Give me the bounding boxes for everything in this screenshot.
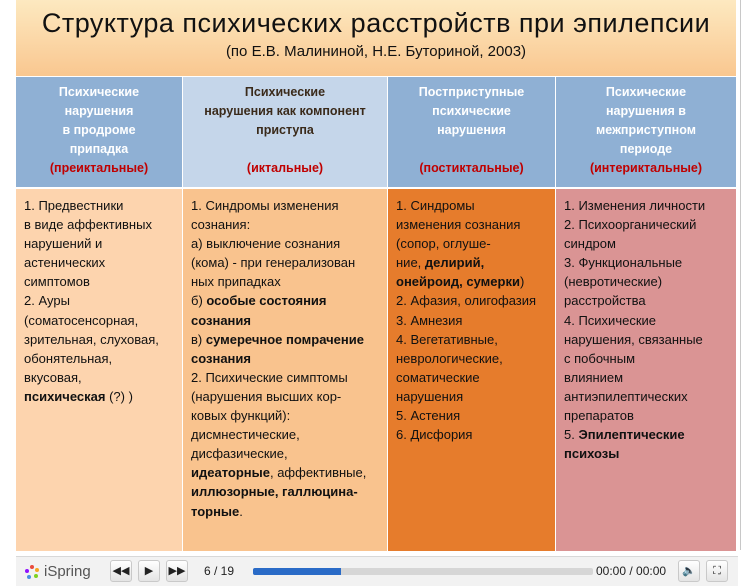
body-line: 4. Психические	[564, 312, 657, 328]
column-body	[183, 189, 387, 551]
body-line: вкусовая,	[24, 369, 82, 385]
body-line: в виде аффективных	[24, 217, 152, 233]
player-bar	[16, 556, 738, 586]
fullscreen-icon: ⛶	[713, 565, 721, 577]
body-line: в) сумеречное помрачение	[191, 331, 364, 347]
body-line: психозы	[564, 446, 620, 462]
body-line: ние, делирий,	[396, 255, 485, 271]
body-line: сознания	[191, 350, 251, 366]
body-line: 2. Психоорганический	[564, 217, 697, 233]
column-tag: (интериктальные)	[589, 161, 703, 175]
body-line: 2. Психические симптомы	[191, 369, 348, 385]
column-body	[556, 189, 736, 551]
next-icon: ▶▶	[168, 565, 186, 577]
body-line: (соматосенсорная,	[24, 312, 139, 328]
body-line: ных припадках	[191, 274, 281, 290]
body-line: неврологические,	[396, 350, 503, 366]
slide-title: Структура психических расстройств при эпилепсии	[41, 8, 711, 38]
body-line: (невротические)	[564, 274, 663, 290]
speaker-icon: 🔈	[682, 565, 696, 577]
body-line: нарушений и	[24, 236, 103, 252]
play-icon: ▶	[144, 565, 154, 577]
column-interictal	[556, 77, 736, 551]
body-line: дисмнестические,	[191, 427, 300, 443]
body-line: астенических	[24, 255, 106, 271]
body-line: нарушения, связанные	[564, 331, 703, 347]
body-line: психическая (?) )	[24, 388, 133, 404]
body-line: 2. Ауры	[24, 293, 70, 309]
column-header: Постприступные психические нарушения (постиктальные)	[388, 77, 555, 187]
body-line: (сопор, оглуше-	[396, 236, 491, 252]
column-header: Психические нарушения как компонент приступа (иктальные)	[183, 77, 387, 187]
body-line: иллюзорные, галлюцина-	[191, 484, 358, 500]
body-line: нарушения	[396, 388, 464, 404]
body-line: соматические	[396, 369, 480, 385]
body-line: 5. Астения	[396, 408, 461, 424]
body-line: антиэпилептических	[564, 388, 688, 404]
body-line: торные.	[191, 503, 243, 519]
column-tag: (иктальные)	[246, 161, 324, 175]
progress-bar[interactable]	[253, 568, 593, 575]
body-line: синдром	[564, 236, 616, 252]
body-line: онейроид, сумерки)	[396, 274, 525, 290]
body-line: (нарушения высших кор-	[191, 388, 342, 404]
column-body	[16, 189, 182, 551]
body-line: а) выключение сознания	[191, 236, 341, 252]
next-button[interactable]	[166, 560, 188, 582]
body-line: 1. Синдромы	[396, 198, 475, 213]
volume-button[interactable]	[678, 560, 700, 582]
body-line: 2. Афазия, олигофазия	[396, 293, 537, 309]
body-line: 1. Предвестники	[24, 198, 124, 213]
body-line: 1. Синдромы изменения	[191, 198, 339, 213]
body-line: расстройства	[564, 293, 646, 309]
body-line: дисфазические,	[191, 446, 288, 462]
body-line: препаратов	[564, 408, 634, 424]
body-line: 6. Дисфория	[396, 427, 473, 443]
body-line: влиянием	[564, 369, 624, 385]
body-line: 3. Амнезия	[396, 312, 463, 328]
logo-text: iSpring	[44, 563, 91, 580]
slide-subtitle: (по Е.В. Малининой, Н.Е. Буториной, 2003)	[225, 43, 527, 60]
body-line: идеаторные, аффективные,	[191, 465, 367, 481]
body-line: сознания:	[191, 217, 251, 233]
play-button[interactable]	[138, 560, 160, 582]
body-line: ковых функций):	[191, 408, 291, 424]
slide-counter: 6 / 19	[204, 564, 235, 578]
time-display: 00:00 / 00:00	[596, 564, 667, 578]
ispring-logo-icon	[24, 564, 40, 580]
ispring-logo	[24, 562, 104, 582]
column-postictal	[388, 77, 555, 551]
prev-icon: ◀◀	[112, 565, 130, 577]
disorders-table	[16, 77, 736, 551]
body-line: изменения сознания	[396, 217, 521, 233]
body-line: 4. Вегетативные,	[396, 331, 498, 347]
title-banner	[16, 0, 736, 76]
body-line: сознания	[191, 312, 251, 328]
body-line: 3. Функциональные	[564, 255, 683, 271]
column-body	[388, 189, 555, 551]
body-line: 5. Эпилептические	[564, 427, 685, 443]
body-line: симптомов	[24, 274, 90, 290]
body-line: (кома) - при генерализован	[191, 255, 356, 271]
column-preictal	[16, 77, 182, 551]
body-line: обонятельная,	[24, 350, 113, 366]
body-line: зрительная, слуховая,	[24, 331, 159, 347]
column-tag: (постиктальные)	[419, 161, 524, 175]
progress-fill	[253, 568, 341, 575]
body-line: 1. Изменения личности	[564, 198, 706, 213]
column-header: Психические нарушения в межприступном периоде (интериктальные)	[556, 77, 736, 187]
body-line: с побочным	[564, 350, 636, 366]
column-tag: (преиктальные)	[49, 161, 149, 175]
fullscreen-button[interactable]	[706, 560, 728, 582]
prev-button[interactable]	[110, 560, 132, 582]
column-header: Психические нарушения в продроме припадка (преиктальные)	[16, 77, 182, 187]
column-ictal	[183, 77, 387, 551]
body-line: б) особые состояния	[191, 293, 327, 309]
